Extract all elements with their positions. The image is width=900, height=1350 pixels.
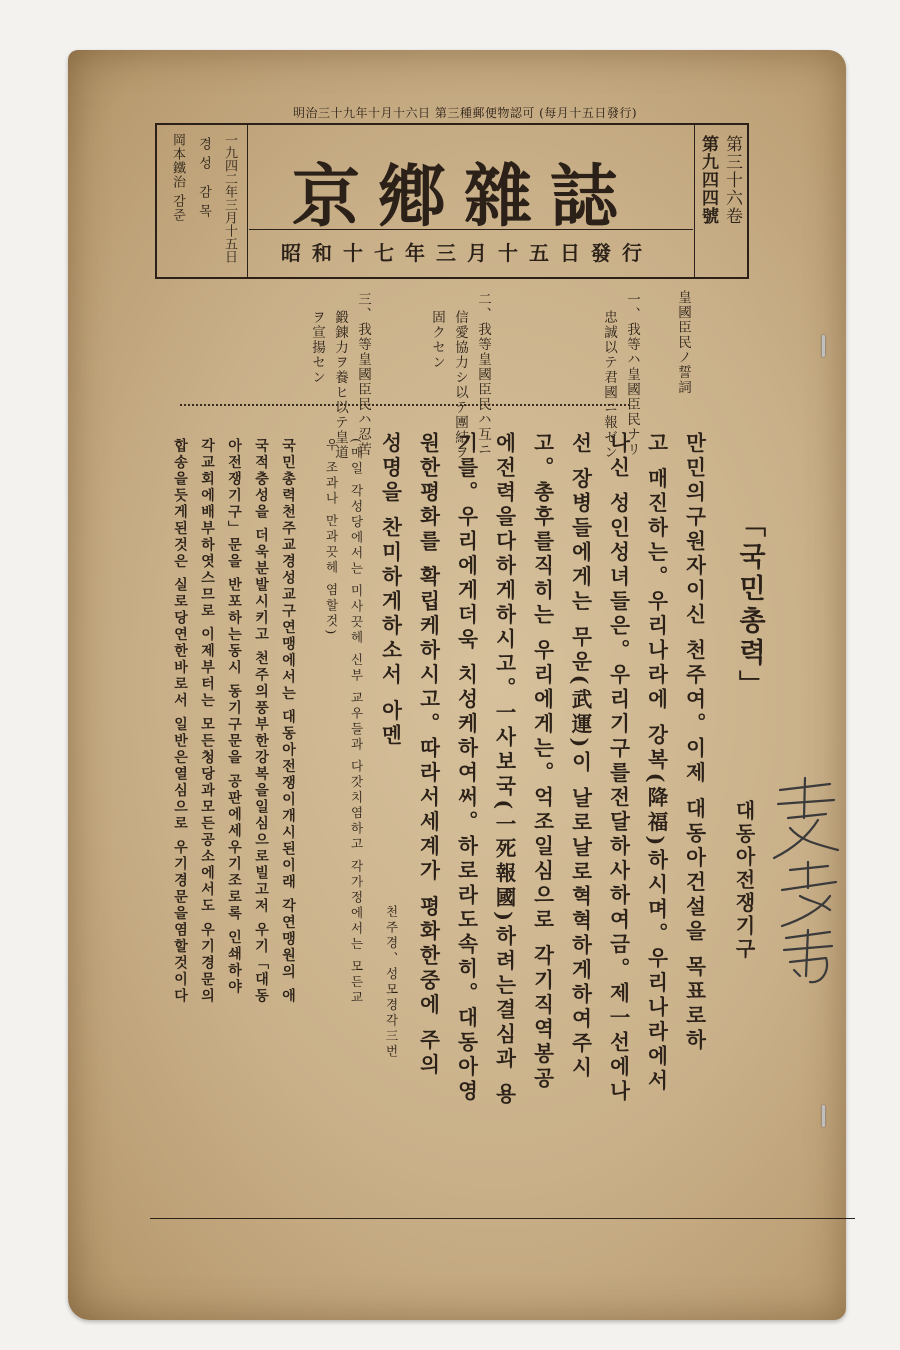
notice-line-4: 각교회에배부하엿스므로 이제부터는 모든청당과모든공소에서도 우기경문의 — [199, 438, 215, 1005]
prayer-line-5: 고。총후를직히는 우리에게는。억조일심으로 각기직역봉공 — [530, 432, 554, 1092]
supervisor-korean: 경성 감목 — [196, 137, 211, 224]
instruction-line-1: (매일 각성당에서는 미사끗헤 신부 교우들과 다갓치염하고 각가정에서는 모든교 — [349, 438, 364, 1007]
volume-number: 第三十六卷 — [722, 135, 742, 225]
prayer-subheading: 대동아전쟁기구 — [732, 800, 756, 961]
oath-title: 皇國臣民ノ誓詞 — [675, 290, 691, 395]
notice-line-1: 국민총력천주교경성교구연맹에서는 대동아전쟁이개시된이래 각연맹원의 애 — [280, 438, 296, 1005]
oath-line-4: 信愛協力シ以テ團結ヲ — [452, 310, 468, 460]
left-date: 一九四二年三月十五日 — [222, 133, 237, 263]
masthead-right-panel — [694, 125, 747, 277]
oath-line-5: 固クセン — [429, 310, 445, 370]
postal-notice-line: 明治三十九年十月十六日 第三種郵便物認可 (每月十五日發行) — [293, 106, 637, 120]
prayer-heading: 「국민총력」 — [734, 510, 765, 702]
instruction-line-2: 우 조과나 만과끗헤 염할것) — [324, 438, 339, 638]
oath-line-2: 忠誠以テ君國ニ報ゼン — [601, 310, 617, 460]
notice-line-2: 국적충성을 더욱분발시키고 천주의풍부한강복을일심으로빌고저 우기「대동 — [253, 438, 269, 1005]
oath-line-7: 鍛錬力ヲ養ヒ以テ皇道 — [332, 310, 348, 460]
prayer-line-4: 선 장병들에게는 무운(武運)이 날로날로혁혁하게하여주시 — [568, 432, 592, 1081]
bottom-rule — [150, 1218, 855, 1219]
notice-line-3: 아전쟁기구」문을 반포하는동시 동기구문을 공판에세우기조로록 인쇄하야 — [226, 438, 242, 996]
staple-top — [822, 335, 825, 357]
masthead — [155, 123, 749, 279]
oath-line-3: 二、我等皇國臣民ハ互ニ — [475, 292, 491, 457]
oath-line-6: 三、我等皇國臣民ハ忍苦 — [355, 292, 371, 457]
handwritten-signature — [760, 770, 855, 990]
prayer-line-2: 고 매진하는。우리나라에 강복(降福)하시며。우리나라에서 — [644, 432, 668, 1095]
supervisor-name: 岡本鐵治 감준 — [170, 133, 185, 223]
issue-date: 昭和十七年三月十五日發行 — [281, 241, 653, 265]
prayer-line-8: 원한평화를 확립케하시고。따라서세계가 평화한중에 주의 — [416, 432, 440, 1078]
prayer-line-3: 나신 성인성녀들은。우리기구를전달하사하여금。제一선에나 — [606, 432, 630, 1105]
oath-line-8: ヲ宣揚セン — [309, 310, 325, 385]
prayer-source: 천주경、성모경각三번 — [384, 905, 399, 1060]
prayer-line-1: 만민의구원자이신 천주여。이제 대동아건설을 목표로하 — [682, 432, 706, 1054]
date-divider — [249, 229, 693, 230]
oath-line-1: 一、我等ハ皇國臣民ナリ — [624, 292, 640, 457]
staple-bottom — [822, 1105, 825, 1127]
prayer-line-9: 성명을 찬미하게하소서 아멘 — [378, 432, 402, 749]
prayer-line-7: 기를。우리에게더욱 치성케하여써。하로라도속히。대동아영 — [454, 432, 478, 1105]
masthead-left-panel — [157, 125, 248, 277]
prayer-line-6: 에전력을다하게하시고。一사보국(一死報國)하려는결심과 용 — [492, 432, 516, 1108]
notice-line-5: 합송을듯게된것은 실로당연한바로서 일반은열심으로 우기경문을염할것이다 — [172, 438, 188, 1005]
dotted-divider — [180, 404, 630, 406]
magazine-title: 京鄕雜誌 — [291, 157, 636, 237]
issue-number: 第九四四號 — [698, 135, 718, 225]
